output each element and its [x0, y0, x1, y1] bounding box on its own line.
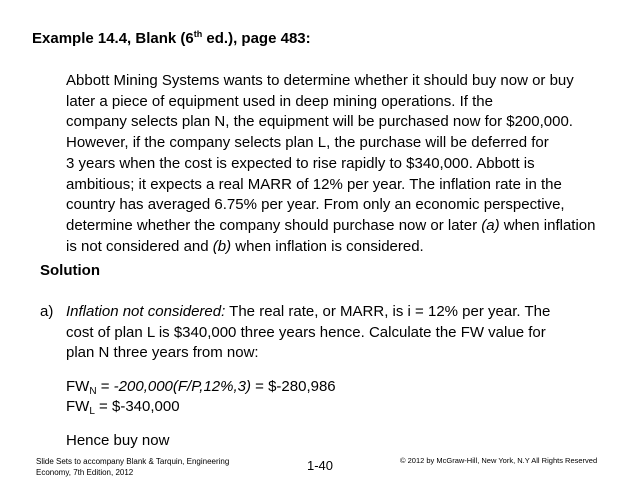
problem-line: later a piece of equipment used in deep mining operations. If the [66, 92, 493, 110]
problem-statement [66, 71, 634, 257]
part-a-ref: (a) [481, 216, 500, 234]
page-number: 1-40 [307, 458, 334, 473]
title-superscript: th [193, 29, 203, 39]
eq-subscript: N [89, 386, 97, 397]
part-a-lead: Inflation not considered: [66, 303, 226, 320]
problem-text: is not considered and [66, 237, 213, 255]
problem-text: determine whether the company should purchase now or later [66, 216, 482, 234]
conclusion: Hence buy now [66, 432, 170, 449]
problem-line: However, if the company selects plan L, the purchase will be deferred for [66, 134, 549, 152]
problem-line: company selects plan N, the equipment will be purchased now for $200,000. [66, 113, 573, 131]
problem-text: when inflation is considered. [231, 237, 424, 255]
part-a-body [66, 302, 626, 364]
problem-line: ambitious; it expects a real MARR of 12% per year. The inflation rate in the [66, 175, 562, 193]
equation-fw-l [66, 398, 180, 415]
eq-result: = $-280,986 [250, 378, 336, 395]
eq-label: FW [66, 378, 90, 395]
footer-copyright: © 2012 by McGraw-Hill, New York, N.Y All Rights Reserved [400, 456, 598, 465]
eq-label: FW [66, 398, 90, 415]
problem-text: when inflation [499, 216, 596, 234]
slide-title [32, 30, 311, 47]
equation-fw-n [66, 378, 336, 395]
eq-subscript: L [89, 406, 95, 417]
part-a-line: cost of plan L is $340,000 three years hence. Calculate the FW value for [66, 323, 546, 341]
footer-source: Slide Sets to accompany Blank & Tarquin, Engineering Economy, 7th Edition, 2012 [36, 457, 230, 477]
eq-op: = [96, 378, 114, 395]
problem-line: Abbott Mining Systems wants to determine whether it should buy now or buy [66, 72, 574, 89]
problem-line [66, 237, 634, 258]
eq-expression: -200,000(F/P,12%,3) [113, 378, 251, 395]
part-a-line: plan N three years from now: [66, 344, 259, 361]
part-a-line [66, 302, 626, 323]
eq-result: = $-340,000 [94, 398, 180, 415]
part-a-marker: a) [40, 303, 54, 320]
problem-line: country has averaged 6.75% per year. From only an economic perspective, [66, 196, 565, 214]
title-suffix: ed.), page 483: [202, 30, 311, 47]
problem-line [66, 216, 634, 237]
part-b-ref: (b) [212, 237, 232, 255]
solution-heading: Solution [40, 262, 100, 279]
problem-line: 3 years when the cost is expected to rise rapidly to $340,000. Abbott is [66, 154, 535, 172]
title-prefix: Example 14.4, Blank (6 [32, 30, 194, 47]
part-a-text: The real rate, or MARR, is i = 12% per year. The [225, 303, 551, 320]
